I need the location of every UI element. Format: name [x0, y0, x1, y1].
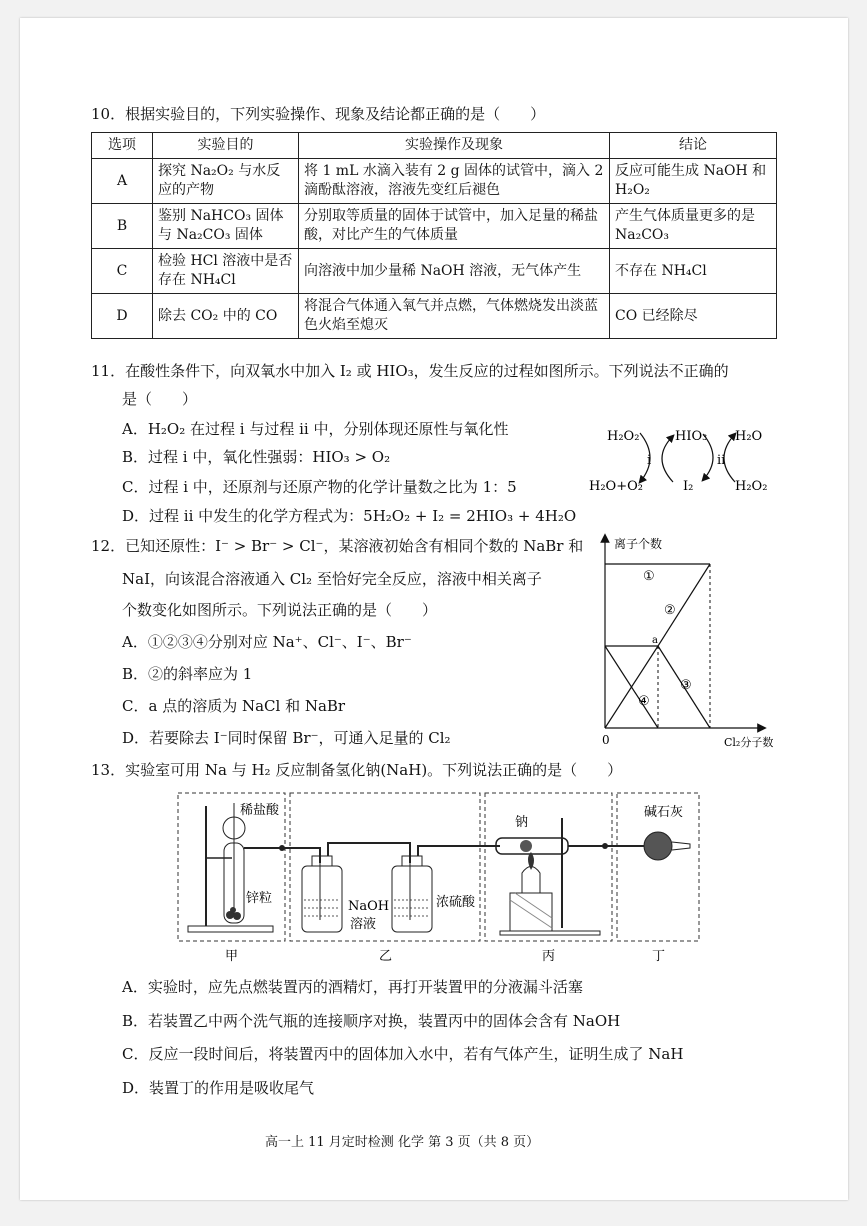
label-yi: 乙	[379, 949, 393, 964]
species-h2o-o2: H₂O+O₂	[589, 479, 643, 494]
page-footer: 高一上 11 月定时检测 化学 第 3 页（共 8 页）	[265, 1135, 540, 1150]
species-i2: I₂	[683, 479, 694, 494]
row-option: D	[92, 294, 153, 339]
row-conclusion: 不存在 NH₄Cl	[610, 249, 777, 294]
species-h2o2-bottom: H₂O₂	[735, 479, 768, 494]
table-row	[92, 159, 777, 204]
q12-stem-line3: 个数变化如图所示。下列说法正确的是（ ）	[122, 601, 438, 619]
q13-stem: 13．实验室可用 Na 与 H₂ 反应制备氢化钠(NaH)。下列说法正确的是（ ）	[91, 761, 623, 779]
header-purpose: 实验目的	[153, 133, 299, 159]
species-h2o-right: H₂O	[735, 429, 763, 444]
origin-label: 0	[602, 733, 610, 747]
row-operation: 将混合气体通入氧气并点燃，气体燃烧发出淡蓝色火焰至熄灭	[299, 294, 610, 339]
row-purpose: 除去 CO₂ 中的 CO	[153, 294, 299, 339]
q13-option-c: C．反应一段时间后，将装置丙中的固体加入水中，若有气体产生，证明生成了 NaH	[122, 1045, 684, 1063]
row-option: B	[92, 204, 153, 249]
label-na: 钠	[515, 815, 529, 830]
q12-option-d: D．若要除去 I⁻同时保留 Br⁻，可通入足量的 Cl₂	[122, 729, 451, 747]
box-bing	[485, 793, 612, 941]
label-ding: 丁	[652, 949, 666, 964]
q11-stem-line1: 11．在酸性条件下，向双氧水中加入 I₂ 或 HIO₃，发生反应的过程如图所示。下列说法不正确的	[91, 362, 729, 380]
x-axis-label: Cl₂分子数	[724, 736, 774, 749]
arrow-i-right	[662, 436, 673, 482]
row-option: A	[92, 159, 153, 204]
q13-option-b: B．若装置乙中两个洗气瓶的连接顺序对换，装置丙中的固体会含有 NaOH	[122, 1012, 621, 1030]
q10-table	[91, 132, 777, 339]
q11-option-c: C．过程 i 中，还原剂与还原产物的化学计量数之比为 1：5	[122, 478, 517, 496]
species-hio3: HIO₃	[675, 429, 708, 444]
label-4: ④	[638, 694, 650, 709]
table-header-row	[92, 133, 777, 159]
label-soda-lime: 碱石灰	[644, 805, 684, 820]
q11-option-d: D．过程 ii 中发生的化学方程式为：5H₂O₂ + I₂ = 2HIO₃ + 4H₂O	[122, 507, 577, 525]
label-h2so4: 浓硫酸	[436, 895, 476, 910]
label-naoh: NaOH	[348, 899, 390, 914]
species-h2o2-left: H₂O₂	[607, 429, 640, 444]
q12-stem-line1: 12．已知还原性：I⁻ > Br⁻ > Cl⁻，某溶液初始含有相同个数的 NaBr 和	[91, 537, 584, 555]
apparatus-jia	[188, 803, 273, 932]
row-operation: 分别取等质量的固体于试管中，加入足量的稀盐酸，对比产生的气体质量	[299, 204, 610, 249]
label-3: ③	[680, 678, 692, 693]
q12-option-b: B．②的斜率应为 1	[122, 665, 253, 683]
process-i-label: i	[647, 453, 652, 468]
label-zinc: 锌粒	[246, 891, 273, 906]
q13-option-d: D．装置丁的作用是吸收尾气	[122, 1079, 315, 1097]
table-row	[92, 204, 777, 249]
q11-stem-line2: 是（ ）	[122, 390, 198, 408]
table-row	[92, 294, 777, 339]
apparatus-yi	[302, 843, 500, 932]
apparatus-bing	[496, 818, 640, 935]
header-operation: 实验操作及现象	[299, 133, 610, 159]
q12-stem-line2: NaI，向该混合溶液通入 Cl₂ 至恰好完全反应，溶液中相关离子	[122, 570, 542, 588]
q12-option-a: A．①②③④分别对应 Na⁺、Cl⁻、I⁻、Br⁻	[122, 633, 412, 651]
box-yi	[290, 793, 480, 941]
q11-option-a: A．H₂O₂ 在过程 i 与过程 ii 中，分别体现还原性与氧化性	[122, 420, 509, 438]
q12-option-c: C．a 点的溶质为 NaCl 和 NaBr	[122, 697, 346, 715]
row-purpose: 检验 HCl 溶液中是否存在 NH₄Cl	[153, 249, 299, 294]
label-bing: 丙	[542, 949, 556, 964]
row-purpose: 鉴别 NaHCO₃ 固体与 Na₂CO₃ 固体	[153, 204, 299, 249]
point-a-label: a	[652, 635, 658, 646]
q12-ion-chart	[590, 532, 785, 754]
row-option: C	[92, 249, 153, 294]
q13-apparatus-diagram	[170, 788, 705, 968]
q11-option-b: B．过程 i 中，氧化性强弱：HIO₃ > O₂	[122, 448, 391, 466]
label-1: ①	[643, 569, 655, 584]
header-option: 选项	[92, 133, 153, 159]
label-naoh-solution: 溶液	[350, 917, 377, 932]
row-purpose: 探究 Na₂O₂ 与水反应的产物	[153, 159, 299, 204]
label-jia: 甲	[225, 949, 239, 964]
arrow-ii-right	[724, 434, 735, 482]
label-2: ②	[664, 603, 676, 618]
row-conclusion: CO 已经除尽	[610, 294, 777, 339]
row-operation: 向溶液中加少量稀 NaOH 溶液，无气体产生	[299, 249, 610, 294]
q11-cycle-diagram	[585, 418, 780, 498]
row-conclusion: 反应可能生成 NaOH 和 H₂O₂	[610, 159, 777, 204]
row-operation: 将 1 mL 水滴入装有 2 g 固体的试管中，滴入 2 滴酚酞溶液，溶液先变红后褪色	[299, 159, 610, 204]
row-conclusion: 产生气体质量更多的是 Na₂CO₃	[610, 204, 777, 249]
label-hcl: 稀盐酸	[240, 803, 280, 818]
y-axis-label: 离子个数	[614, 537, 663, 551]
q13-option-a: A．实验时，应先点燃装置丙的酒精灯，再打开装置甲的分液漏斗活塞	[122, 978, 583, 996]
apparatus-ding	[632, 832, 690, 860]
table-row	[92, 249, 777, 294]
q10-stem: 10．根据实验目的，下列实验操作、现象及结论都正确的是（ ）	[91, 105, 546, 123]
header-conclusion: 结论	[610, 133, 777, 159]
process-ii-label: ii	[717, 453, 726, 468]
